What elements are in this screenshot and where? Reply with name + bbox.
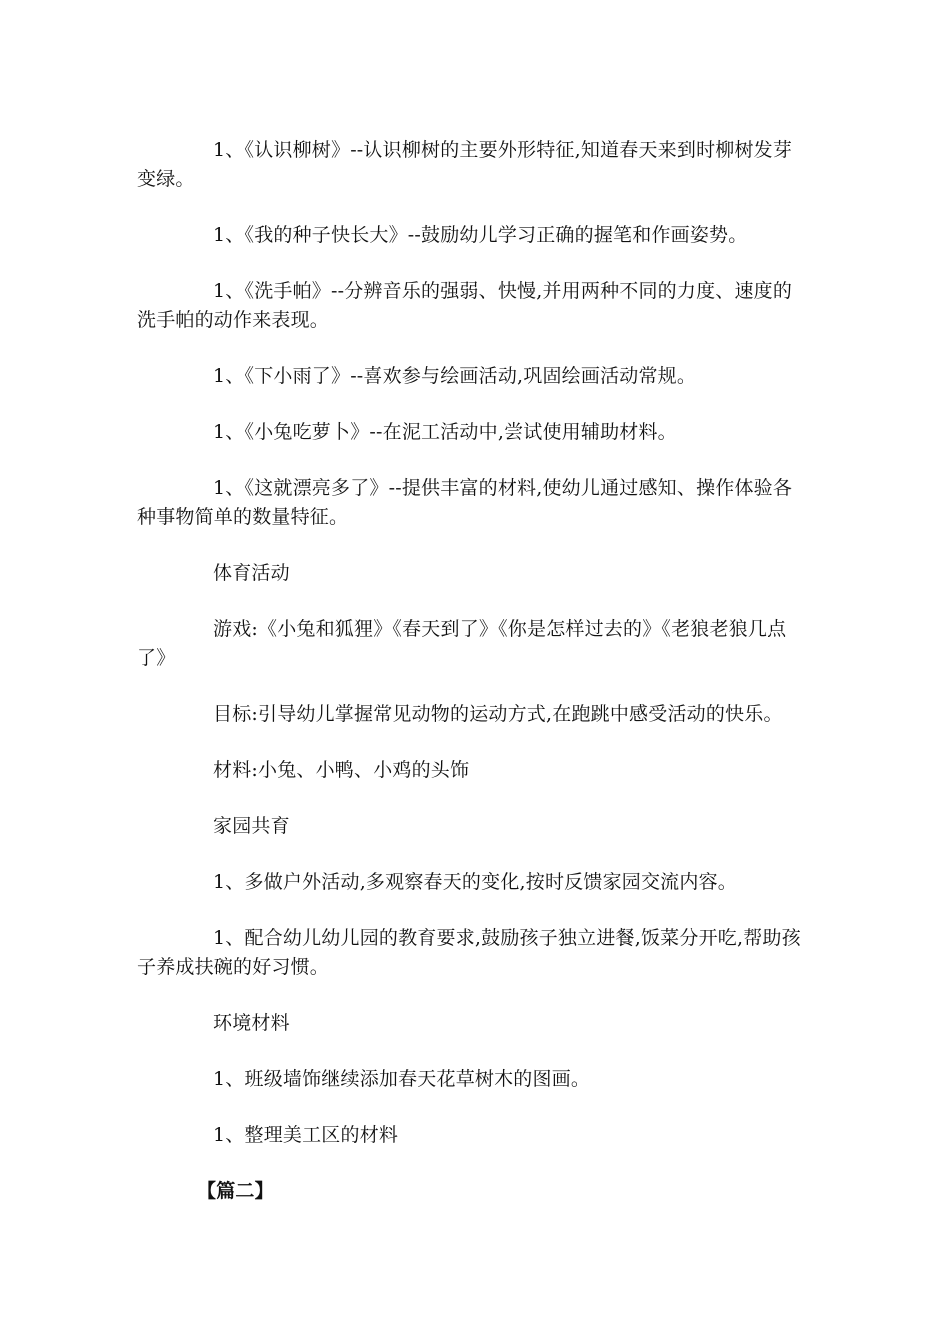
section-heading-environment: 环境材料: [213, 1012, 290, 1034]
paragraph-materials: 材料:小兔、小鸭、小鸡的头饰: [213, 759, 470, 781]
paragraph-seed-activity: 1、《我的种子快长大》--鼓励幼儿学习正确的握笔和作画姿势。: [213, 224, 748, 246]
paragraph-games: 游戏:《小兔和狐狸》《春天到了》《你是怎样过去的》《老狼老狼几点了》: [137, 618, 787, 669]
paragraph-pretty-activity: 1、《这就漂亮多了》--提供丰富的材料,使幼儿通过感知、操作体验各种事物简单的数量特征。: [137, 477, 793, 528]
section-heading-home-school: 家园共育: [213, 815, 290, 837]
section-heading-sports: 体育活动: [213, 562, 290, 584]
document-body: [137, 136, 809, 1233]
paragraph-eating-habits: 1、配合幼儿幼儿园的教育要求,鼓励孩子独立进餐,饭菜分开吃,帮助孩子养成扶碗的好习惯。: [137, 927, 801, 978]
paragraph-rabbit-carrot-activity: 1、《小兔吃萝卜》--在泥工活动中,尝试使用辅助材料。: [213, 421, 677, 443]
paragraph-handkerchief-activity: 1、《洗手帕》--分辨音乐的强弱、快慢,并用两种不同的力度、速度的洗手帕的动作来表现。: [137, 280, 793, 331]
paragraph-rain-activity: 1、《下小雨了》--喜欢参与绘画活动,巩固绘画活动常规。: [213, 365, 697, 387]
paragraph-willow-activity: 1、《认识柳树》--认识柳树的主要外形特征,知道春天来到时柳树发芽变绿。: [137, 139, 793, 190]
paragraph-art-area: 1、整理美工区的材料: [213, 1124, 399, 1146]
section-title-part-two: 【篇二】: [197, 1180, 274, 1202]
paragraph-goal: 目标:引导幼儿掌握常见动物的运动方式,在跑跳中感受活动的快乐。: [213, 703, 783, 725]
paragraph-wall-decor: 1、班级墙饰继续添加春天花草树木的图画。: [213, 1068, 591, 1090]
paragraph-outdoor: 1、多做户外活动,多观察春天的变化,按时反馈家园交流内容。: [213, 871, 737, 893]
